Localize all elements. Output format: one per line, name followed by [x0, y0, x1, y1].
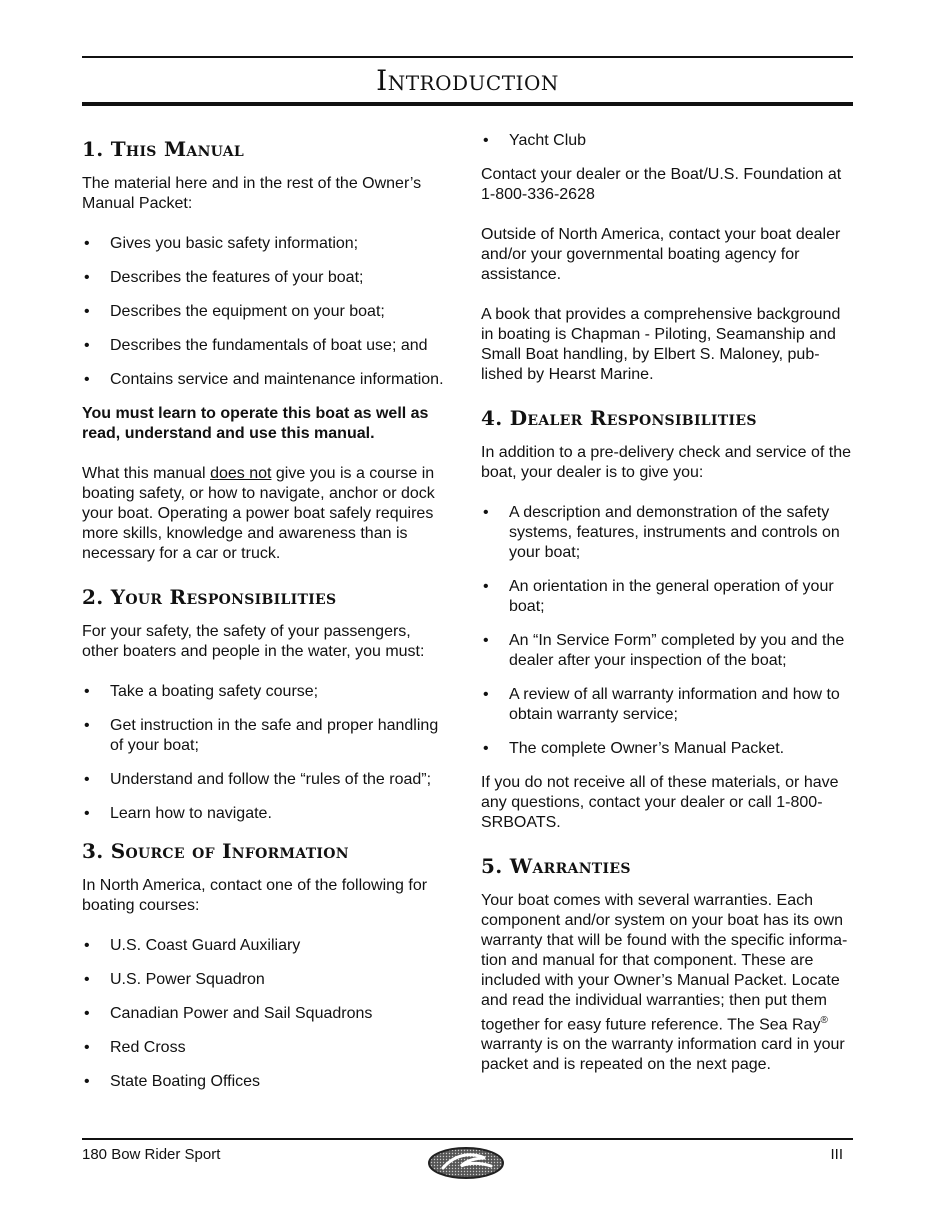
page-header — [82, 56, 853, 106]
page-title: Introduction — [376, 64, 559, 97]
list-item: • Get instruction in the safe and proper handling of your boat; — [82, 716, 447, 756]
list-item: • Learn how to navigate. — [82, 804, 447, 824]
section-heading-this-manual: 1. This Manual — [82, 137, 245, 161]
list-item: • Understand and follow the “rules of the road”; — [82, 770, 447, 790]
list-item: • An “In Service Form” completed by you and the dealer after your inspection of the boat; — [481, 631, 853, 671]
list-item: • Describes the features of your boat; — [82, 268, 447, 288]
list-item: • Red Cross — [82, 1038, 447, 1058]
list-item: • State Boating Offices — [82, 1072, 447, 1092]
section-5-paragraph — [481, 891, 853, 1075]
section-3-book: A book that provides a comprehensive background in boating is Chapman - Piloting, Seamanship and Small Boat handling, by Elbert S. Maloney, pub-lished by Hearst Marine. — [481, 306, 841, 383]
section-1-paragraph — [82, 464, 447, 564]
section-heading-dealer-responsibilities: 4. Dealer Responsibilities — [481, 406, 757, 430]
list-item: • Yacht Club — [481, 131, 853, 151]
list-item: • Describes the equipment on your boat; — [82, 302, 447, 322]
section-3-outside: Outside of North America, contact your boat dealer and/or your governmental boating agency for assistance. — [481, 226, 841, 283]
section-4-closing: If you do not receive all of these materials, or have any questions, contact your dealer or call 1-800-SRBOATS. — [481, 774, 839, 831]
paragraph-text: warranty is on the warranty information card in your packet and is repeated on the next page. — [481, 1036, 845, 1074]
list-item: • Contains service and maintenance information. — [82, 370, 447, 390]
list-item: • The complete Owner’s Manual Packet. — [481, 739, 853, 759]
paragraph-text: give you is a course in boating safety, or how to navigate, anchor or dock your boat. Operating a power boat safely requires more skills, knowledge and awareness than is necessary for a car or truck. — [82, 465, 435, 562]
section-3-list-continued — [481, 131, 853, 151]
underlined-text: does not — [210, 465, 272, 482]
footer-page-number: III — [830, 1146, 843, 1163]
list-item: • Take a boating safety course; — [82, 682, 447, 702]
section-2-list — [82, 682, 447, 824]
list-item: • Describes the fundamentals of boat use; and — [82, 336, 447, 356]
page-footer — [82, 1138, 853, 1163]
registered-mark: ® — [820, 1015, 828, 1026]
list-item: • A review of all warranty information and how to obtain warranty service; — [481, 685, 853, 725]
header-top-rule — [82, 56, 853, 58]
section-3-list — [82, 936, 447, 1092]
section-3-intro: In North America, contact one of the following for boating courses: — [82, 877, 428, 914]
list-item: • U.S. Power Squadron — [82, 970, 447, 990]
section-3-contact: Contact your dealer or the Boat/U.S. Foundation at 1-800-336-2628 — [481, 166, 842, 203]
section-1-list — [82, 234, 447, 390]
paragraph-text: Your boat comes with several warranties. Each component and/or system on your boat has its own warranty that will be found with the specific informa-tion and manual for that component. These are included with your Owner’s Manual Packet. Locate and read the individual warranties; then put them together for easy future reference. The Sea Ray — [481, 892, 848, 1034]
footer-rule — [82, 1138, 853, 1140]
section-1-bold-note: You must learn to operate this boat as well as read, understand and use this manual. — [82, 405, 429, 442]
section-1-intro: The material here and in the rest of the Owner’s Manual Packet: — [82, 175, 422, 212]
section-heading-source-of-information: 3. Source of Information — [82, 839, 349, 863]
footer-model-name: 180 Bow Rider Sport — [82, 1146, 221, 1163]
list-item: • An orientation in the general operation of your boat; — [481, 577, 853, 617]
list-item: • A description and demonstration of the safety systems, features, instruments and controls on your boat; — [481, 503, 853, 563]
section-4-list — [481, 503, 853, 759]
list-item: • Canadian Power and Sail Squadrons — [82, 1004, 447, 1024]
sea-ray-logo-icon — [427, 1146, 505, 1180]
section-heading-warranties: 5. Warranties — [481, 854, 631, 878]
header-bottom-rule — [82, 102, 853, 106]
right-column — [481, 131, 853, 1095]
list-item: • Gives you basic safety information; — [82, 234, 447, 254]
paragraph-text: What this manual — [82, 465, 211, 482]
section-heading-your-responsibilities: 2. Your Responsibilities — [82, 585, 337, 609]
list-item: • U.S. Coast Guard Auxiliary — [82, 936, 447, 956]
left-column — [82, 126, 447, 1106]
section-4-intro: In addition to a pre-delivery check and service of the boat, your dealer is to give you: — [481, 444, 851, 481]
section-2-intro: For your safety, the safety of your passengers, other boaters and people in the water, you must: — [82, 623, 425, 660]
